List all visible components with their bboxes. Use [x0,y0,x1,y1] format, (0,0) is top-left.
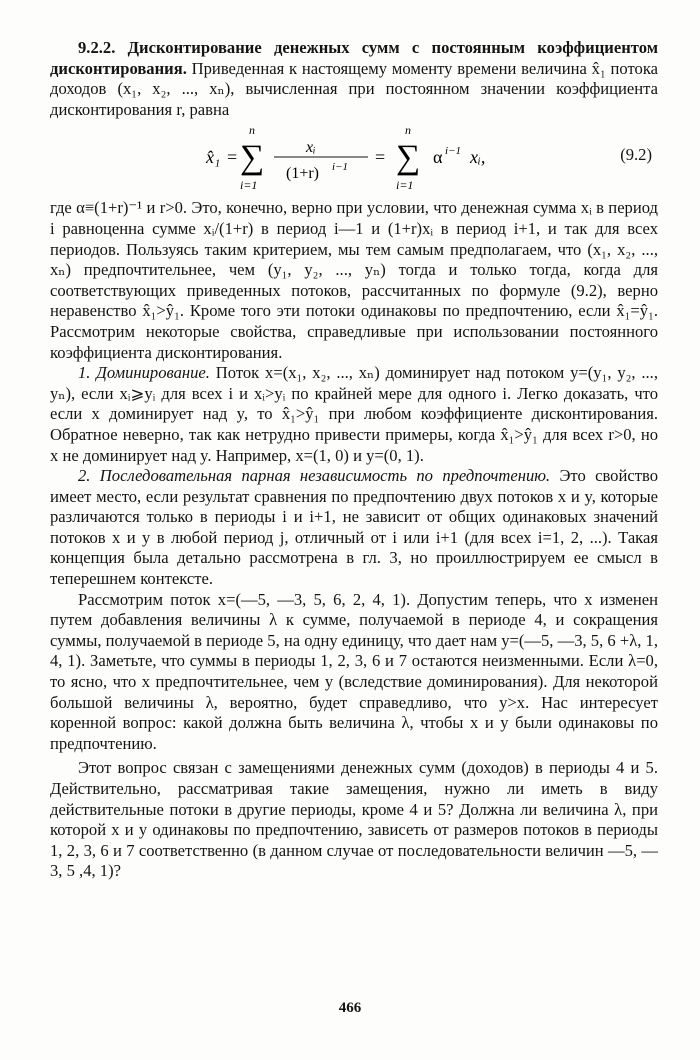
formula-alpha: α [433,147,443,168]
frac-den-exponent: i−1 [332,161,348,174]
section-heading: 9.2.2. Дисконтирование денежных сумм с постоянным коэффициентом дисконтирования. [50,38,658,78]
formula-lhs: x̂₁ [206,147,221,168]
frac-numerator: xᵢ [306,139,316,157]
page-number: 466 [338,1000,362,1016]
paragraph-dominance [50,363,658,466]
dominance-body: Поток x=(x₁, x₂, ..., xₙ) доминирует над потоком y=(y₁, y₂, ..., yₙ), если xᵢ⩾yᵢ для всех i и xᵢ>yᵢ по крайней мере для одного i. Легко доказать, что если x доминирует над y, то x̂₁>ŷ₁ при любом коэффициенте дисконтирования. Обратное неверно, так как нетрудно привести примеры, когда x̂₁>ŷ₁ для всех r>0, но x не доминирует над y. Например, x=(1, 0) и y=(0, 1). [50,363,658,465]
alpha-exponent: i−1 [445,145,461,158]
formula-eq-2: = [375,147,386,168]
sum1-sigma: ∑ [240,139,265,177]
sum2-upper: n [405,123,411,138]
formula-9-2 [50,123,658,193]
equation-number: (9.2) [620,145,652,165]
paragraph-1: где α≡(1+r)⁻¹ и r>0. Это, конечно, верно при условии, что денежная сумма xᵢ в период i равноценна сумме xᵢ/(1+r) в период i—1 и (1+r)xᵢ в период i+1, и так для всех периодов. Пользуясь таким критерием, мы тем самым предполагаем, что (x₁, x₂, ..., xₙ) предпочтительнее, чем (y₁, y₂, ..., yₙ) тогда и только тогда, когда для соответствующих приведенных потоков, рассчитанных по формуле (9.2), верно неравенство x̂₁>ŷ₁. Кроме того эти потоки одинаковы по предпочтению, если x̂₁=ŷ₁. Рассмотрим некоторые свойства, справедливые при использовании постоянного коэффициента дисконтирования. [50,198,658,362]
sum2-sigma: ∑ [396,139,421,177]
independence-body: Это свойство имеет место, если результат сравнения по предпочтению двух потоков x и y, которые различаются только в периоды i и i+1, не зависит от общих одинаковых значений потоков x и y в любой период j, отличный от i или i+1 (для всех i=1, 2, ...). Такая концепция была детально рассмотрена в гл. 3, но проиллюстрируем ее смысл в теперешнем контексте. [50,466,658,589]
intro-text: Приведенная к настоящему моменту времени величина x̂₁ потока доходов (x₁, x₂, ..., xₙ), вычисленная при постоянном значении коэффициента дисконтирования r, равна [50,58,658,119]
paragraph-independence [50,466,658,590]
section-intro [50,38,658,120]
sum1-lower: i=1 [240,178,258,193]
formula-svg [50,123,658,193]
page-body [50,38,658,882]
sum2-lower: i=1 [396,178,414,193]
paragraph-example: Рассмотрим поток x=(—5, —3, 5, 6, 2, 4, 1). Допустим теперь, что x изменен путем добавления величины λ к сумме, получаемой в периоде 4, и сокращения суммы, получаемой в периоде 5, на одну единицу, что дает нам y=(—5, —3, 5, 6 +λ, 1, 4, 1). Заметьте, что суммы в периоды 1, 2, 3, 6 и 7 остаются неизменными. Если λ=0, то ясно, что x предпочтительнее, чем y (вследствие доминирования). Для некоторой большой величины λ, вероятно, будет справедливо, что y>x. Нас интересует коренной вопрос: какой должна быть величина λ, чтобы x и y были одинаковы по предпочтению. [50,589,658,753]
paragraph-substitution: Этот вопрос связан с замещениями денежных сумм (доходов) в периоды 4 и 5. Действительно, рассматривая такие замещения, нужно ли иметь в виду действительные потоки в другие периоды, кроме 4 и 5? Должна ли величина λ, при которой x и y одинаковы по предпочтению, зависеть от размеров потоков в периоды 1, 2, 3, 6 и 7 соответственно (в данном случае от последовательности величин —5, —3, 5 ,4, 1)? [50,758,658,881]
formula-xi: xᵢ, [470,147,486,168]
independence-title: 2. Последовательная парная независимость по предпочтению. [78,466,551,486]
dominance-title: 1. Доминирование. [78,363,210,383]
formula-eq-1: = [227,147,238,168]
sum1-upper: n [249,123,255,138]
frac-denominator: (1+r) [286,165,320,183]
